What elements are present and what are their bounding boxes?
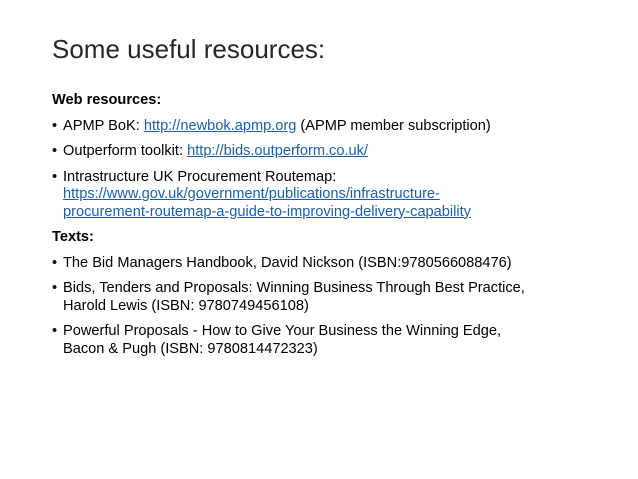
slide-title: Some useful resources: <box>52 34 326 64</box>
outperform-label: Outperform toolkit: <box>63 143 188 159</box>
apmp-bok-label: APMP BoK: <box>63 117 144 134</box>
web-resources-heading: Web resources: <box>52 92 162 108</box>
list-item-powerful-proposals <box>52 323 612 358</box>
texts-heading: Texts: <box>52 229 94 245</box>
apmp-bok-link[interactable]: http://newbok.apmp.org <box>143 117 297 134</box>
text-item-2-line-1: • Bids, Tenders and Proposals: Winning Business Through Best Practice, <box>63 280 525 296</box>
list-item-bid-managers-handbook <box>52 255 612 273</box>
text-item-2-line-2: Harold Lewis (ISBN: 9780749456108) <box>63 297 309 314</box>
routemap-label: • Intrastructure UK Procurement Routemap: <box>63 168 337 185</box>
list-item-outperform-toolkit <box>52 143 612 161</box>
list-item-apmp-bok <box>52 118 612 136</box>
list-item-procurement-routemap <box>52 169 612 222</box>
routemap-link-line-2[interactable]: procurement-routemap-a-guide-to-improving-delivery-capability <box>63 203 471 220</box>
outperform-link[interactable]: http://bids.outperform.co.uk/ <box>187 143 368 159</box>
text-item-3-line-1: • Powerful Proposals - How to Give Your Business the Winning Edge, <box>63 323 502 339</box>
slide-content <box>52 92 612 358</box>
list-item-bids-tenders-proposals <box>52 280 612 315</box>
routemap-link-line-1[interactable]: https://www.gov.uk/government/publications/infrastructure- <box>63 186 440 202</box>
text-item-3-line-2: Bacon & Pugh (ISBN: 9780814472323) <box>63 340 318 357</box>
apmp-bok-note: (APMP member subscription) <box>296 117 491 134</box>
text-item-1-line-1: • The Bid Managers Handbook, David Nickson (ISBN:9780566088476) <box>63 254 512 271</box>
